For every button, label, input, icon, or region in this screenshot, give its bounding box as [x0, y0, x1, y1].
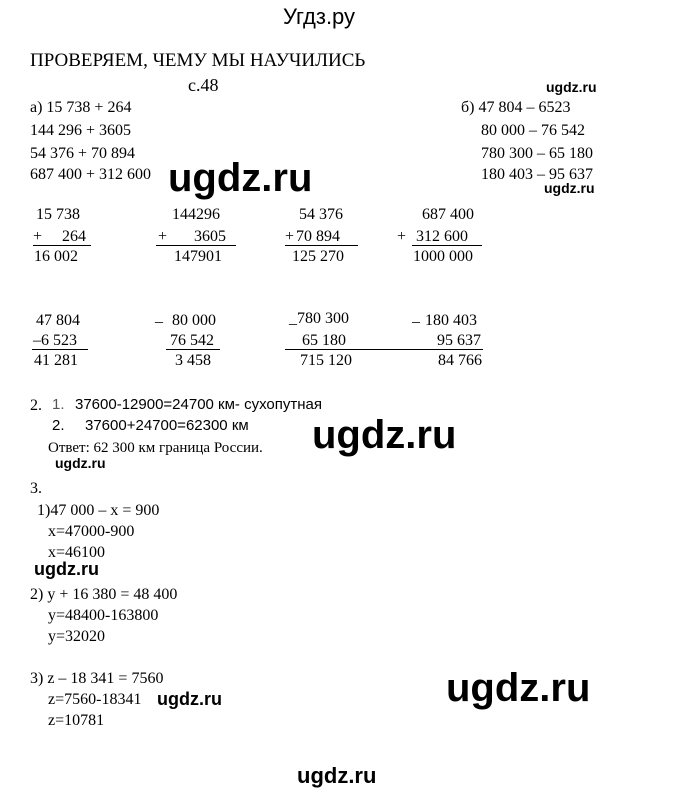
watermark: ugdz.ru: [55, 455, 106, 471]
sub-4-top: 180 403: [425, 312, 477, 329]
sub-2-top: 80 000: [172, 312, 216, 329]
task1-b-line-2: 80 000 – 76 542: [481, 122, 585, 139]
watermark: ugdz.ru: [446, 666, 591, 710]
add-4-line: [412, 245, 482, 246]
add-3-bottom: 70 894: [296, 228, 340, 245]
add-3-sign: +: [285, 228, 295, 245]
watermark: ugdz.ru: [297, 763, 377, 788]
task3-eq2-line-3: у=32020: [48, 628, 106, 645]
add-2-sign: +: [158, 228, 168, 245]
sub-1-line: [32, 349, 88, 350]
task3-eq3-line-2: z=7560-18341: [48, 691, 142, 708]
add-4-bottom: 312 600: [416, 228, 468, 245]
watermark: ugdz.ru: [544, 180, 595, 196]
task2-number: 2.: [30, 397, 42, 414]
task1-a-line-2: 144 296 + 3605: [30, 122, 132, 139]
task2-step1-number: 1.: [52, 396, 65, 413]
sub-2-sign: _: [155, 308, 163, 325]
add-1-result: 16 002: [34, 248, 78, 265]
watermark: ugdz.ru: [546, 79, 597, 95]
watermark: ugdz.ru: [34, 559, 99, 579]
task2-step2: 37600+24700=62300 км: [85, 417, 249, 434]
task3-eq1-line-1: 1)47 000 – х = 900: [37, 502, 160, 519]
add-2-result: 147901: [174, 248, 222, 265]
sub-2-result: 3 458: [175, 352, 211, 369]
sub-4-result: 84 766: [438, 352, 482, 369]
site-title: Угдз.ру: [283, 4, 356, 29]
page-heading: ПРОВЕРЯЕМ, ЧЕМУ МЫ НАУЧИЛИСЬ: [30, 50, 366, 71]
task1-a-line-4: 687 400 + 312 600: [30, 166, 152, 183]
add-2-bottom: 3605: [194, 228, 226, 245]
sub-1-result: 41 281: [34, 352, 78, 369]
task1-b-line-3: 780 300 – 65 180: [481, 145, 593, 162]
sub-3-top: _780 300: [289, 310, 349, 327]
task3-eq3-line-1: 3) z – 18 341 = 7560: [30, 670, 164, 687]
add-4-result: 1000 000: [413, 248, 473, 265]
watermark: ugdz.ru: [312, 413, 457, 457]
task3-eq2-line-2: у=48400-163800: [48, 607, 159, 624]
add-3-top: 54 376: [299, 206, 343, 223]
add-3-line: [285, 245, 358, 246]
add-3-result: 125 270: [292, 248, 344, 265]
add-1-top: 15 738: [36, 206, 80, 223]
sub-3-line: [285, 349, 483, 350]
task1-b-line-1: б) 47 804 – 6523: [461, 99, 571, 116]
task1-b-line-4: 180 403 – 95 637: [481, 166, 593, 183]
sub-1-bottom: –6 523: [33, 332, 77, 349]
sub-4-bottom: 95 637: [437, 332, 481, 349]
add-2-line: [156, 245, 236, 246]
watermark: ugdz.ru: [168, 156, 313, 200]
watermark: ugdz.ru: [157, 689, 222, 709]
add-1-line: [33, 245, 91, 246]
add-1-bottom: 264: [62, 228, 86, 245]
add-2-top: 144296: [172, 206, 220, 223]
task3-eq1-line-3: х=46100: [48, 544, 106, 561]
add-4-sign: +: [397, 228, 407, 245]
page-reference: с.48: [188, 75, 219, 95]
task1-a-line-3: 54 376 + 70 894: [30, 145, 136, 162]
task3-number: 3.: [30, 480, 42, 497]
sub-2-line: [166, 349, 220, 350]
sub-2-bottom: 76 542: [170, 332, 214, 349]
task2-step1: 37600-12900=24700 км- сухопутная: [75, 396, 323, 413]
sub-3-result: 715 120: [300, 352, 352, 369]
sub-4-sign: _: [412, 308, 420, 325]
add-4-top: 687 400: [422, 206, 474, 223]
task1-a-line-1: а) 15 738 + 264: [30, 99, 132, 116]
sub-3-bottom: 65 180: [302, 332, 346, 349]
task3-eq3-line-3: z=10781: [48, 712, 105, 729]
task3-eq1-line-2: х=47000-900: [48, 523, 135, 540]
task2-answer: Ответ: 62 300 км граница России.: [48, 440, 263, 456]
task2-step2-number: 2.: [52, 417, 65, 434]
task3-eq2-line-1: 2) у + 16 380 = 48 400: [30, 586, 178, 603]
add-1-sign: +: [33, 228, 43, 245]
sub-1-top: 47 804: [36, 312, 80, 329]
